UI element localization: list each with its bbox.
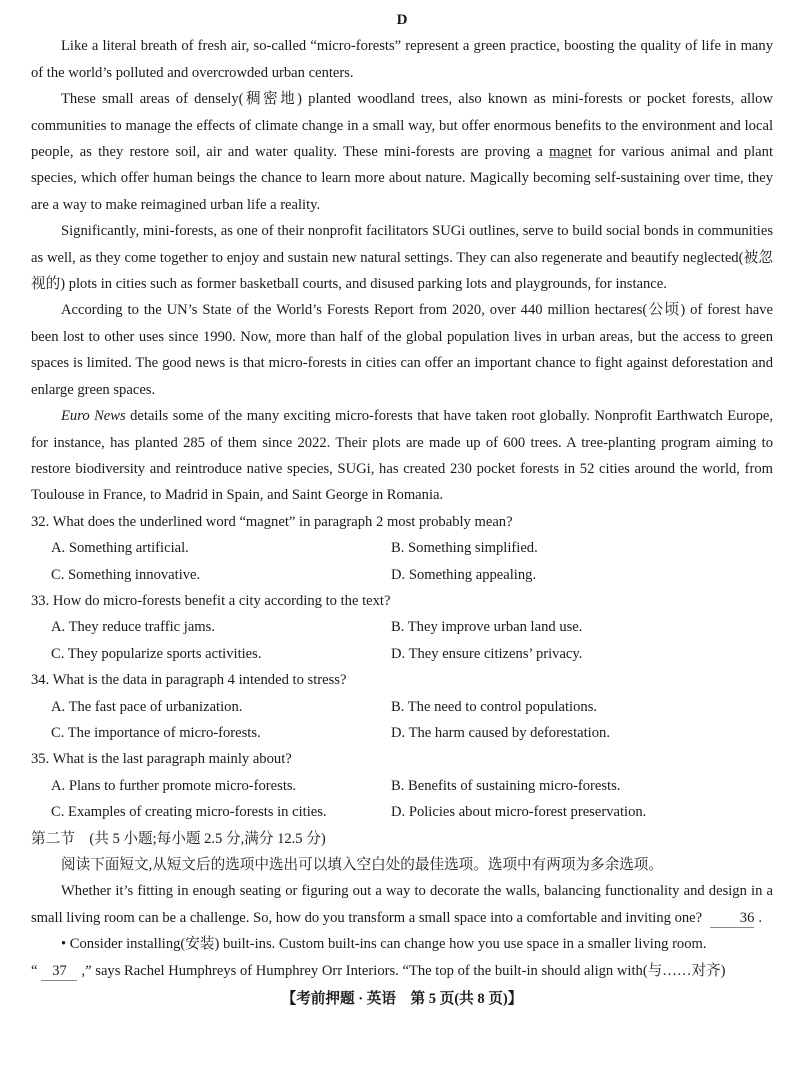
answer-option[interactable]: D. Policies about micro-forest preservation.	[391, 804, 647, 821]
passage-paragraph-4: According to the UN’s State of the World’s Forests Report from 2020, over 440 million hectares(公顷) of forest have been lost to other uses since 1990. Now, more than half of the global population lives in urban areas, but the access to green spaces is limited. The good news is that micro-forests in cities can offer an important chance to fight against deforestation and enlarge green spaces.	[31, 302, 773, 398]
paragraph-text: details some of the many exciting micro-forests that have taken root globally. Nonprofit Earthwatch Europe, for instance, has planted 285 of them since 2022. Their plots are made up of 600 trees. A tree-planting program aiming to restore biodiversity and reintroduce native species, SUGi, has created 230 pocket forests in 52 cities around the world, from Toulouse in France, to Madrid in Spain, and Saint George in Romania.	[31, 408, 774, 504]
cloze-paragraph-2: • Consider installing(安装) built-ins. Custom built-ins can change how you use space in a smaller living room.	[61, 936, 707, 953]
paragraph-text: “	[31, 962, 38, 979]
answer-option[interactable]: C. They popularize sports activities.	[51, 645, 262, 662]
question-stem: 34. What is the data in paragraph 4 intended to stress?	[31, 672, 347, 689]
option-row	[31, 694, 773, 720]
answer-option[interactable]: A. The fast pace of urbanization.	[51, 698, 243, 715]
exam-page	[31, 7, 773, 1012]
question-stem: 35. What is the last paragraph mainly about?	[31, 751, 292, 768]
option-row	[31, 535, 773, 561]
answer-option[interactable]: B. They improve urban land use.	[391, 619, 583, 636]
source-name: Euro News	[61, 408, 126, 425]
passage-paragraph-3: Significantly, mini-forests, as one of their nonprofit facilitators SUGi outlines, serve to build social bonds in communities as well, as they come together to enjoy and sustain new natural settings. They can also regenerate and beautify neglected(被忽视的) plots in cities such as former basketball courts, and disused parking lots and playgrounds, for instance.	[31, 223, 773, 293]
answer-option[interactable]: C. Something innovative.	[51, 566, 201, 583]
answer-option[interactable]: D. They ensure citizens’ privacy.	[391, 645, 583, 662]
blank-36[interactable]: 36	[710, 909, 755, 928]
answer-option[interactable]: A. They reduce traffic jams.	[51, 619, 215, 636]
underlined-word: magnet	[549, 144, 593, 161]
page-footer: 【考前押题 · 英语 第 5 页(共 8 页)】	[281, 991, 523, 1008]
section-2-heading: 第二节 (共 5 小题;每小题 2.5 分,满分 12.5 分)	[31, 830, 326, 847]
paragraph-text: .	[758, 909, 763, 926]
answer-option[interactable]: B. Benefits of sustaining micro-forests.	[391, 777, 621, 794]
option-row	[31, 799, 773, 825]
option-row	[31, 614, 773, 640]
passage-paragraph-5	[31, 403, 773, 509]
paragraph-text: These small areas of densely(稠密地) planted woodland trees, also known as mini-forests or pocket forests, allow communities to manage the effects of climate change in a small way, but offer enormous benefits to the environment and local people, as they restore soil, air and water quality. These mini-forests are proving a	[31, 91, 773, 161]
question-list	[31, 509, 773, 826]
paragraph-text: Whether it’s fitting in enough seating or figuring out a way to decorate the walls, balancing functionality and design in a small living room can be a challenge. So, how do you transform a small space into a comfortable and inviting one?	[31, 883, 773, 926]
answer-option[interactable]: B. The need to control populations.	[391, 698, 598, 715]
cloze-paragraph-1	[31, 878, 773, 931]
option-row	[31, 773, 773, 799]
answer-option[interactable]: A. Something artificial.	[51, 540, 189, 557]
section-title: D	[396, 12, 408, 28]
option-row	[31, 562, 773, 588]
answer-option[interactable]: B. Something simplified.	[391, 540, 538, 557]
question-stem: 33. How do micro-forests benefit a city according to the text?	[31, 592, 391, 609]
answer-option[interactable]: C. Examples of creating micro-forests in cities.	[51, 804, 327, 821]
answer-option[interactable]: C. The importance of micro-forests.	[51, 724, 261, 741]
blank-37[interactable]: 37	[41, 962, 77, 981]
passage-paragraph-1: Like a literal breath of fresh air, so-called “micro-forests” represent a green practice, boosting the quality of life in many of the world’s polluted and overcrowded urban centers.	[31, 38, 773, 81]
paragraph-text: ,” says Rachel Humphreys of Humphrey Orr Interiors. “The top of the built-in should align with(与……对齐)	[81, 962, 726, 979]
answer-option[interactable]: D. The harm caused by deforestation.	[391, 724, 610, 741]
passage-paragraph-2	[31, 86, 773, 218]
cloze-paragraph-3	[31, 958, 773, 984]
option-row	[31, 720, 773, 746]
option-row	[31, 641, 773, 667]
question-stem: 32. What does the underlined word “magnet” in paragraph 2 most probably mean?	[31, 513, 513, 530]
answer-option[interactable]: D. Something appealing.	[391, 566, 537, 583]
paragraph-text: for various animal and plant species, which offer human beings the chance to learn more about nature. Magically becoming self-sustaining over time, they are a way to make reimagined urban life a reality.	[31, 144, 774, 213]
answer-option[interactable]: A. Plans to further promote micro-forests.	[51, 777, 297, 794]
section-2-instruction: 阅读下面短文,从短文后的选项中选出可以填入空白处的最佳选项。选项中有两项为多余选项。	[61, 857, 663, 873]
